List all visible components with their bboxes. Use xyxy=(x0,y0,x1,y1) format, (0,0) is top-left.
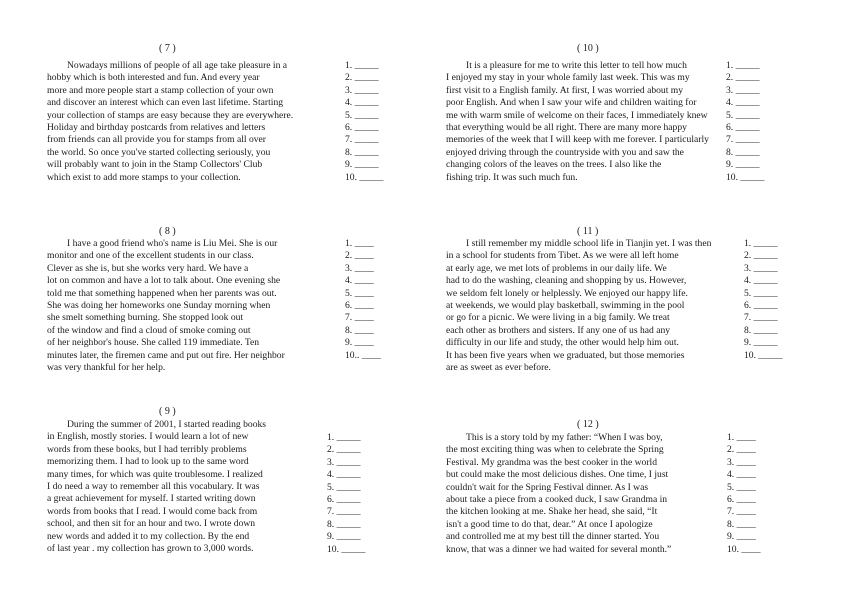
answer-blank[interactable]: 4. _____ xyxy=(345,97,379,109)
exercise-passage xyxy=(446,238,711,374)
passage-line: or go for a picnic. We were living in a big family. We treat xyxy=(446,312,670,324)
passage-line: she smelt something burning. She stopped look out xyxy=(47,312,244,324)
answer-blank[interactable]: 8. _____ xyxy=(726,146,760,158)
answer-blank[interactable]: 6. ____ xyxy=(727,493,756,505)
answer-blank[interactable]: 9. _____ xyxy=(744,337,778,349)
answer-blank[interactable]: 9. _____ xyxy=(726,159,760,171)
passage-line: changing colors of the leaves on the trees. I also like the xyxy=(446,159,662,171)
passage-line: your collection of stamps are easy because they are everywhere. xyxy=(47,109,294,121)
passage-line: will probably want to join in the Stamp Collectors' Club xyxy=(47,159,263,171)
answer-blank[interactable]: 3. _____ xyxy=(327,456,361,468)
passage-line: told me that something happened when her parents was out. xyxy=(47,287,277,299)
passage-line: new words and added it to my collection. By the end xyxy=(47,530,250,542)
answer-blank[interactable]: 4. _____ xyxy=(726,97,760,109)
passage-line: hobby which is both interested and fun. And every year xyxy=(47,72,260,84)
exercise-title: ( 7 ) xyxy=(159,43,176,54)
exercise-passage xyxy=(47,238,285,374)
exercise-passage xyxy=(446,60,709,184)
passage-line: Clever as she is, but she works very hard. We have a xyxy=(47,262,249,274)
passage-line: had to do the washing, cleaning and shopping by us. However, xyxy=(446,275,687,287)
answer-blank[interactable]: 4. _____ xyxy=(744,275,778,287)
passage-line: I have a good friend who's name is Liu Mei. She is our xyxy=(67,238,278,249)
answer-blank[interactable]: 2. _____ xyxy=(726,72,760,84)
exercise-passage xyxy=(47,419,266,555)
answer-blank[interactable]: 7. ____ xyxy=(727,506,756,518)
answer-blank[interactable]: 1. _____ xyxy=(345,60,379,71)
passage-line: but could make the most delicious dishes. One time, I just xyxy=(446,469,669,481)
answer-blank[interactable]: 3. ____ xyxy=(345,262,374,274)
answer-blank[interactable]: 2. _____ xyxy=(744,250,778,262)
passage-line: I still remember my middle school life in Tianjin yet. I was then xyxy=(466,238,712,249)
answer-blank[interactable]: 2. ____ xyxy=(345,250,374,262)
answer-blank[interactable]: 8. ____ xyxy=(727,518,756,530)
answer-blank[interactable]: 4. ____ xyxy=(727,469,756,481)
answer-blank[interactable]: 6. _____ xyxy=(726,121,760,133)
passage-line: in a school for students from Tibet. As we were all left home xyxy=(446,250,679,262)
answer-blank[interactable]: 3. ____ xyxy=(727,456,756,468)
exercise-passage xyxy=(47,60,293,184)
answer-blank[interactable]: 3. _____ xyxy=(345,84,379,96)
answer-blank[interactable]: 10. ____ xyxy=(727,543,761,555)
passage-line: couldn't wait for the Spring Festival dinner. As I was xyxy=(446,481,649,493)
answer-blanks xyxy=(327,432,365,556)
passage-line: difficulty in our life and study, the other would help him out. xyxy=(446,337,679,349)
passage-line: the most exciting thing was when to celebrate the Spring xyxy=(446,444,664,456)
exercise-title: ( 8 ) xyxy=(159,226,176,237)
answer-blanks xyxy=(727,432,761,556)
passage-line: many times, for which was quite troublesome. I realized xyxy=(47,468,263,480)
answer-blank[interactable]: 1. _____ xyxy=(726,60,760,71)
answer-blank[interactable]: 8. ____ xyxy=(345,324,374,336)
passage-line: which exist to add more stamps to your collection. xyxy=(47,171,241,183)
answer-blank[interactable]: 1. _____ xyxy=(744,238,778,249)
answer-blank[interactable]: 7. _____ xyxy=(726,134,760,146)
passage-line: She was doing her homeworks one Sunday morning when xyxy=(47,299,271,311)
answer-blank[interactable]: 10. _____ xyxy=(345,171,384,183)
passage-line: lot on common and have a lot to talk about. One evening she xyxy=(47,275,281,287)
answer-blank[interactable]: 6. _____ xyxy=(345,121,379,133)
exercise-passage xyxy=(446,432,671,556)
passage-line: and controlled me at my best till the dinner started. You xyxy=(446,531,660,543)
answer-blank[interactable]: 5. ____ xyxy=(345,287,374,299)
exercise-title: ( 10 ) xyxy=(577,43,599,54)
passage-line: monitor and one of the excellent students in our class. xyxy=(47,250,254,262)
answer-blank[interactable]: 1. ____ xyxy=(345,238,374,249)
answer-blank[interactable]: 9. _____ xyxy=(327,531,361,543)
exercise-title: ( 12 ) xyxy=(577,419,599,430)
passage-line: we seldom felt lonely or helplessly. We enjoyed our happy life. xyxy=(446,287,688,299)
answer-blank[interactable]: 5. _____ xyxy=(744,287,778,299)
passage-line: This is a story told by my father: “When I was boy, xyxy=(466,432,663,443)
passage-line: memorizing them. I had to look up to the same word xyxy=(47,456,249,468)
answer-blank[interactable]: 8. _____ xyxy=(327,518,361,530)
answer-blank[interactable]: 2. _____ xyxy=(327,444,361,456)
answer-blank[interactable]: 7. ____ xyxy=(345,312,374,324)
answer-blank[interactable]: 10. _____ xyxy=(726,171,765,183)
passage-line: Holiday and birthday postcards from relatives and letters xyxy=(47,121,266,133)
passage-line: at weekends, we would play basketball, swimming in the pool xyxy=(446,299,685,311)
exercise-title: ( 11 ) xyxy=(577,226,599,237)
passage-line: poor English. And when I saw your wife and children waiting for xyxy=(446,97,697,109)
passage-line: know, that was a dinner we had waited for several month.” xyxy=(446,543,672,555)
passage-line: enjoyed driving through the countryside with you and saw the xyxy=(446,146,684,158)
passage-line: first visit to a English family. At first, I was worried about my xyxy=(446,84,684,96)
answer-blank[interactable]: 9. ____ xyxy=(345,337,374,349)
answer-blank[interactable]: 6. _____ xyxy=(744,299,778,311)
passage-line: isn't a good time to do that, dear.” At once I apologize xyxy=(446,518,653,530)
answer-blank[interactable]: 10. _____ xyxy=(744,349,783,361)
answer-blank[interactable]: 10.. ____ xyxy=(345,349,381,361)
passage-line: the world. So once you've started collecting seriously, you xyxy=(47,146,271,158)
answer-blanks xyxy=(744,238,782,362)
answer-blank[interactable]: 8. _____ xyxy=(744,324,778,336)
passage-line: It is a pleasure for me to write this letter to tell how much xyxy=(466,60,687,71)
passage-line: in English, mostly stories. I would learn a lot of new xyxy=(47,431,249,443)
answer-blank[interactable]: 6. _____ xyxy=(327,493,361,505)
passage-line: of her neighbor's house. She called 119 immediate. Ten xyxy=(47,337,260,349)
passage-line: at early age, we met lots of problems in our daily life. We xyxy=(446,262,667,274)
answer-blank[interactable]: 5. _____ xyxy=(345,109,379,121)
answer-blank[interactable]: 5. _____ xyxy=(327,481,361,493)
answer-blank[interactable]: 6. ____ xyxy=(345,299,374,311)
answer-blank[interactable]: 1. _____ xyxy=(327,432,361,443)
passage-line: the kitchen looking at me. Shake her head, she said, “It xyxy=(446,506,658,518)
passage-line: memories of the week that I will keep with me forever. I particularly xyxy=(446,134,709,146)
answer-blank[interactable]: 5. ____ xyxy=(727,481,756,493)
answer-blank[interactable]: 9. _____ xyxy=(345,159,379,171)
passage-line: and discover an interest which can even last lifetime. Starting xyxy=(47,97,284,109)
answer-blank[interactable]: 7. _____ xyxy=(345,134,379,146)
passage-line: school, and then sit for an hour and two. I wrote down xyxy=(47,518,256,530)
passage-line: fishing trip. It was such much fun. xyxy=(446,171,578,183)
passage-line: I do need a way to remember all this vocabulary. It was xyxy=(47,480,260,492)
passage-line: of the window and find a cloud of smoke coming out xyxy=(47,324,251,336)
answer-blank[interactable]: 5. _____ xyxy=(726,109,760,121)
passage-line: a great achievement for myself. I started writing down xyxy=(47,493,256,505)
passage-line: I enjoyed my stay in your whole family last week. This was my xyxy=(446,72,690,84)
answer-blank[interactable]: 1. ____ xyxy=(727,432,756,443)
answer-blank[interactable]: 4. _____ xyxy=(327,469,361,481)
passage-line: words from books that I read. I would come back from xyxy=(47,505,258,517)
passage-line: Nowadays millions of people of all age take pleasure in a xyxy=(67,60,288,71)
answer-blanks xyxy=(345,238,381,362)
answer-blanks xyxy=(726,60,764,184)
passage-line: words from these books, but I had terribly problems xyxy=(47,443,247,455)
passage-line: me with warm smile of welcome on their faces, I immediately knew xyxy=(446,109,708,121)
passage-line: was very thankful for her help. xyxy=(47,361,166,373)
passage-line: that everything would be all right. There are many more happy xyxy=(446,121,687,133)
passage-line: During the summer of 2001, I started reading books xyxy=(67,419,267,430)
answer-blank[interactable]: 8. _____ xyxy=(345,146,379,158)
answer-blank[interactable]: 2. _____ xyxy=(345,72,379,84)
answer-blanks xyxy=(345,60,383,184)
answer-blank[interactable]: 2. ____ xyxy=(727,444,756,456)
answer-blank[interactable]: 4. ____ xyxy=(345,275,374,287)
passage-line: It has been five years when we graduated, but those memories xyxy=(446,349,685,361)
answer-blank[interactable]: 3. _____ xyxy=(726,84,760,96)
passage-line: Festival. My grandma was the best cooker in the world xyxy=(446,456,658,468)
passage-line: are as sweet as ever before. xyxy=(446,361,551,373)
passage-line: each other as brothers and sisters. If any one of us had any xyxy=(446,324,671,336)
passage-line: more and more people start a stamp collection of your own xyxy=(47,84,274,96)
answer-blank[interactable]: 10. _____ xyxy=(327,543,366,555)
answer-blank[interactable]: 9. ____ xyxy=(727,531,756,543)
exercise-title: ( 9 ) xyxy=(159,406,176,417)
passage-line: minutes later, the firemen came and put out fire. Her neighbor xyxy=(47,349,285,361)
passage-line: of last year . my collection has grown to 3,000 words. xyxy=(47,542,254,554)
passage-line: about take a piece from a cooked duck, I saw Grandma in xyxy=(446,493,668,505)
passage-line: from friends can all provide you for stamps from all over xyxy=(47,134,266,146)
answer-blank[interactable]: 7. _____ xyxy=(327,506,361,518)
answer-blank[interactable]: 7. _____ xyxy=(744,312,778,324)
answer-blank[interactable]: 3. _____ xyxy=(744,262,778,274)
